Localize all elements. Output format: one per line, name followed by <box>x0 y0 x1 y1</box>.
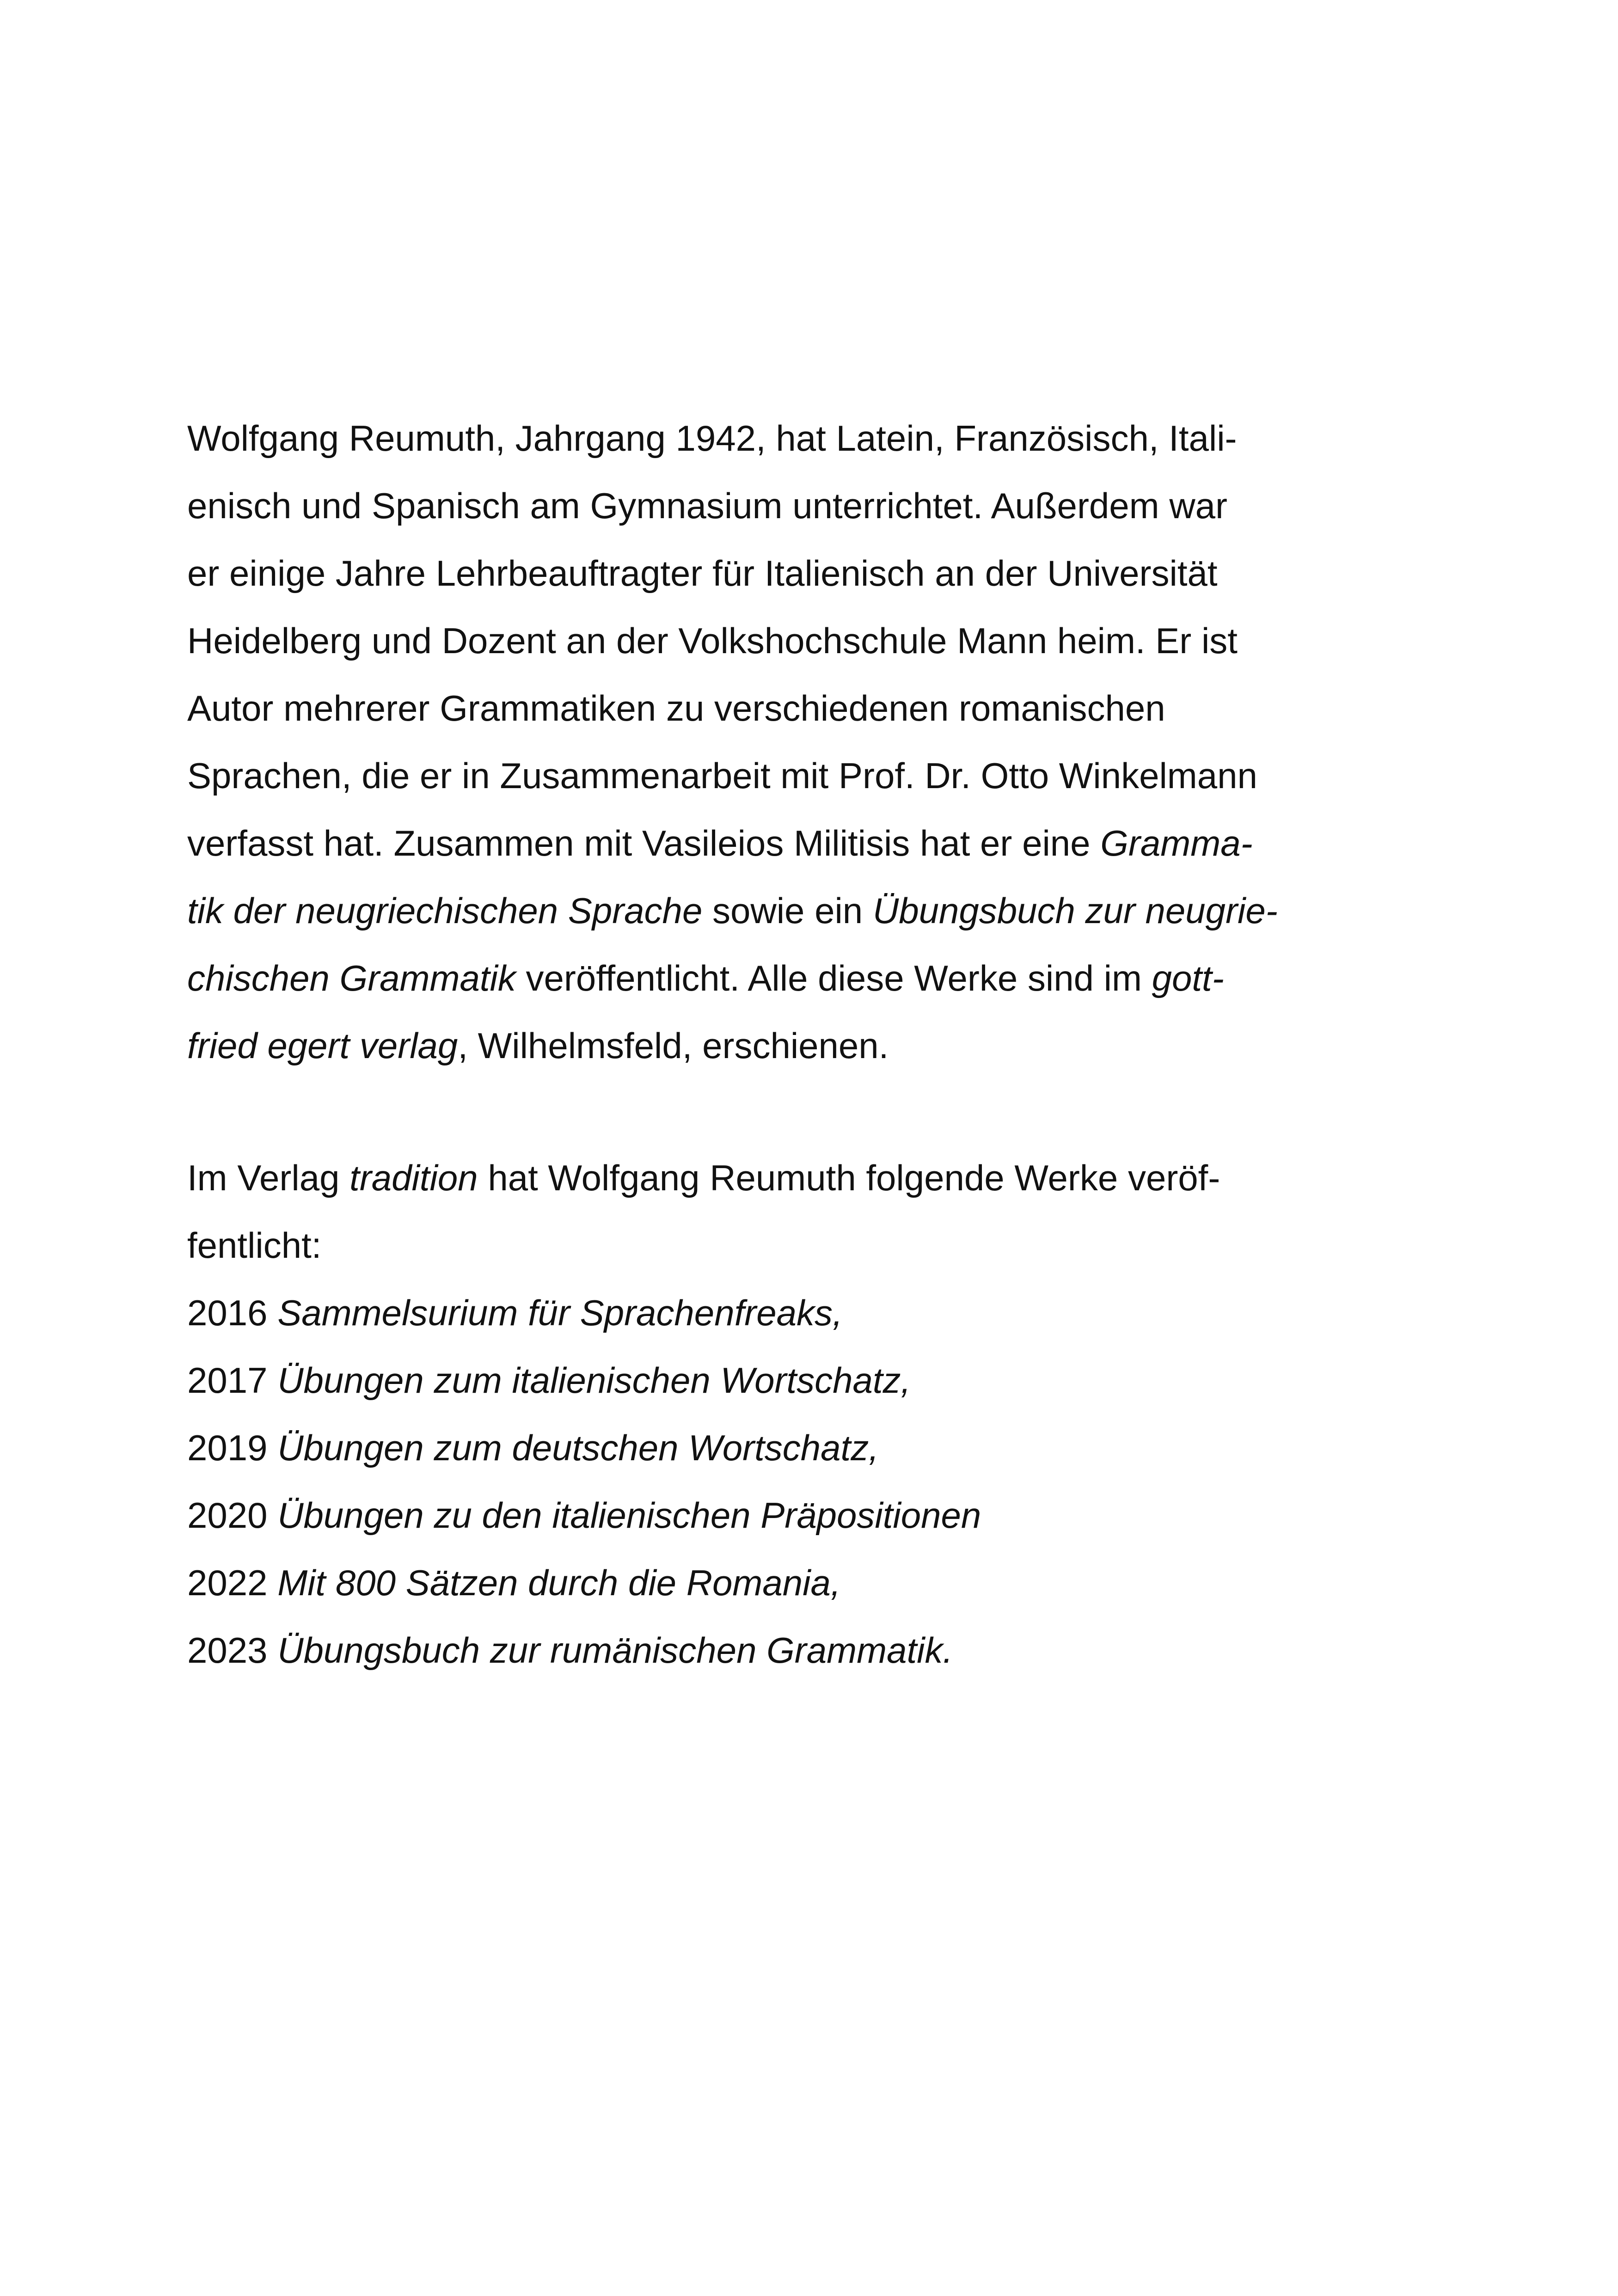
italic-title-text: gott- <box>1152 958 1224 998</box>
work-title: Mit 800 Sätzen durch die Romania, <box>277 1562 841 1603</box>
text-line <box>187 1012 1435 1079</box>
text-run: enisch und Spanisch am Gymnasium unterrichtet. Außerdem war <box>187 485 1228 526</box>
work-item <box>187 1616 1435 1684</box>
text-run: fentlicht: <box>187 1225 322 1266</box>
text-line <box>187 1144 1435 1212</box>
text-line <box>187 944 1435 1012</box>
works-list <box>187 1279 1435 1684</box>
work-title: Übungsbuch zur rumänischen Grammatik. <box>277 1630 953 1671</box>
text-line <box>187 1212 1435 1279</box>
text-run: Autor mehrerer Grammatiken zu verschiedenen romanischen <box>187 688 1165 729</box>
text-line <box>187 877 1435 944</box>
italic-title-text: Übungsbuch zur neugrie- <box>872 890 1278 931</box>
italic-title-text: Gramma- <box>1100 823 1253 863</box>
work-title: Übungen zum italienischen Wortschatz, <box>277 1360 911 1401</box>
author-biography <box>187 404 1435 1079</box>
work-title: Sammelsurium für Sprachenfreaks, <box>277 1292 843 1333</box>
work-title: Übungen zu den italienischen Präpositionen <box>277 1495 981 1536</box>
work-item <box>187 1414 1435 1482</box>
work-title: Übungen zum deutschen Wortschatz, <box>277 1427 879 1468</box>
text-line <box>187 607 1435 674</box>
text-run: hat Wolfgang Reumuth folgende Werke veröf- <box>478 1157 1220 1198</box>
italic-title-text: chischen Grammatik <box>187 958 516 998</box>
text-line <box>187 539 1435 607</box>
works-intro <box>187 1144 1435 1279</box>
text-run: veröffentlicht. Alle diese Werke sind im <box>515 958 1152 998</box>
work-item <box>187 1549 1435 1616</box>
text-run: sowie ein <box>702 890 873 931</box>
work-year: 2017 <box>187 1360 278 1401</box>
text-run: Sprachen, die er in Zusammenarbeit mit Prof. Dr. Otto Winkelmann <box>187 755 1257 796</box>
work-year: 2023 <box>187 1630 278 1671</box>
text-run: Im Verlag <box>187 1157 350 1198</box>
italic-title-text: tradition <box>349 1157 478 1198</box>
text-run: , Wilhelmsfeld, erschienen. <box>458 1025 889 1066</box>
italic-title-text: tik der neugriechischen Sprache <box>187 890 703 931</box>
text-line <box>187 809 1435 877</box>
work-year: 2020 <box>187 1495 278 1536</box>
text-run: Heidelberg und Dozent an der Volkshochschule Mann heim. Er ist <box>187 620 1238 661</box>
text-line <box>187 404 1435 472</box>
text-line <box>187 674 1435 742</box>
text-run: verfasst hat. Zusammen mit Vasileios Militisis hat er eine <box>187 823 1101 863</box>
work-item <box>187 1347 1435 1414</box>
work-year: 2019 <box>187 1427 278 1468</box>
work-item <box>187 1279 1435 1347</box>
published-works-section <box>187 1144 1435 1684</box>
work-year: 2016 <box>187 1292 278 1333</box>
work-item <box>187 1482 1435 1549</box>
text-line <box>187 742 1435 809</box>
italic-title-text: fried egert verlag <box>187 1025 458 1066</box>
text-run: Wolfgang Reumuth, Jahrgang 1942, hat Latein, Französisch, Itali- <box>187 418 1237 459</box>
text-run: er einige Jahre Lehrbeauftragter für Italienisch an der Universität <box>187 553 1218 594</box>
work-year: 2022 <box>187 1562 278 1603</box>
text-line <box>187 472 1435 539</box>
